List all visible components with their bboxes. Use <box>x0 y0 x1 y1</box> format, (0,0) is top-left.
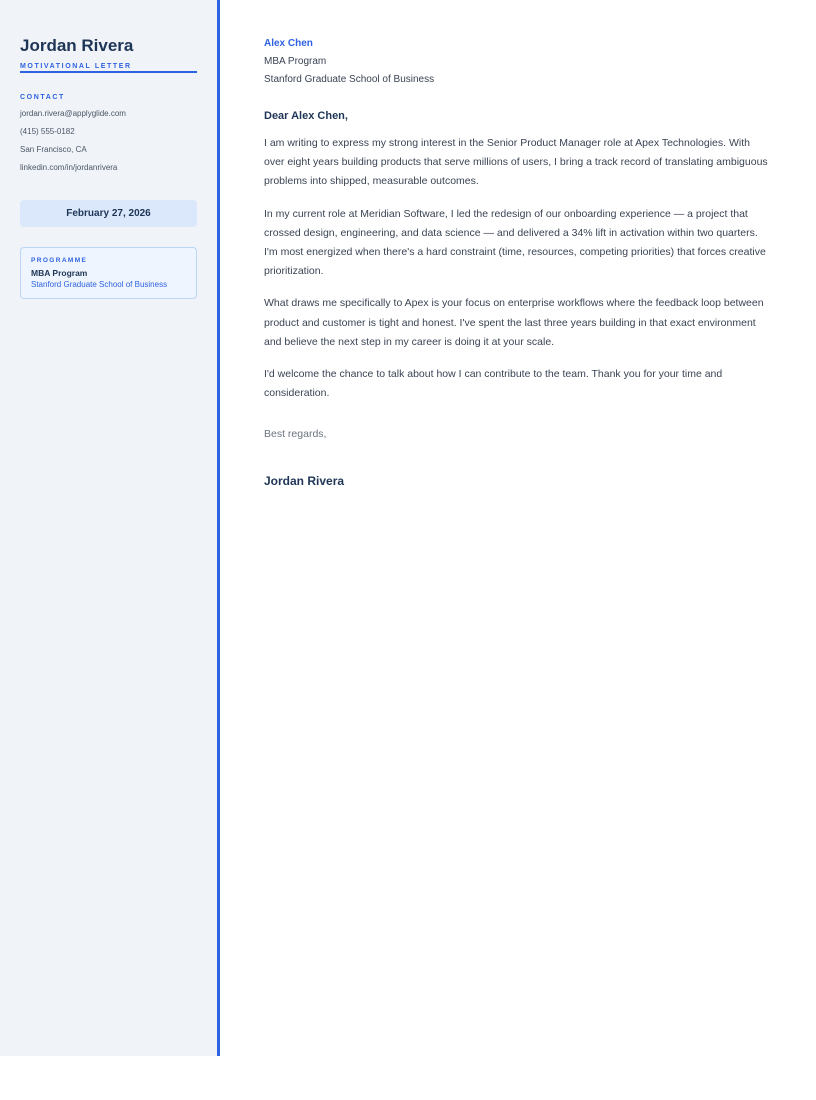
letter-body <box>220 0 816 1056</box>
signature: Jordan Rivera <box>264 474 345 489</box>
programme-school: Stanford Graduate School of Business <box>31 280 168 289</box>
paragraph: I am writing to express my strong interest in the Senior Product Manager role at Apex Technologies. With over eight years building products that serve millions of users, I bring a track record of translating ambiguous problems into shipped, measurable outcomes. <box>264 137 768 188</box>
contact-heading: CONTACT <box>20 94 65 101</box>
programme-name: MBA Program <box>31 268 88 278</box>
programme-card <box>20 247 197 299</box>
paragraph: What draws me specifically to Apex is your focus on enterprise workflows where the feedback loop between product and customer is tight and honest. I've spent the last three years building in that exact environment and believe the next step in my career is doing it at your scale. <box>264 297 764 348</box>
recipient-program: MBA Program <box>264 56 327 67</box>
recipient-name: Alex Chen <box>264 38 313 49</box>
paragraph: In my current role at Meridian Software, I led the redesign of our onboarding experience — a project that crossed design, engineering, and data science — and delivered a 34% lift in activation within two quarters. I'm most energized when there's a hard constraint (time, resources, competing priorities) that forces creative prioritization. <box>264 207 766 278</box>
contact-email: jordan.rivera@applyglide.com <box>20 109 126 118</box>
greeting: Dear Alex Chen, <box>264 110 348 122</box>
paragraph: I'd welcome the chance to talk about how I can contribute to the team. Thank you for your time and consideration. <box>264 368 723 400</box>
recipient-school: Stanford Graduate School of Business <box>264 74 435 85</box>
contact-location: San Francisco, CA <box>20 145 87 154</box>
applicant-name: Jordan Rivera <box>20 36 134 55</box>
document-subtitle: MOTIVATIONAL LETTER <box>20 63 197 73</box>
closing: Best regards, <box>264 428 327 441</box>
contact-linkedin: linkedin.com/in/jordanrivera <box>20 163 118 172</box>
letter-date: February 27, 2026 <box>20 200 197 227</box>
contact-phone: (415) 555-0182 <box>20 127 75 136</box>
programme-label: PROGRAMME <box>31 257 88 264</box>
sidebar <box>0 0 220 1056</box>
